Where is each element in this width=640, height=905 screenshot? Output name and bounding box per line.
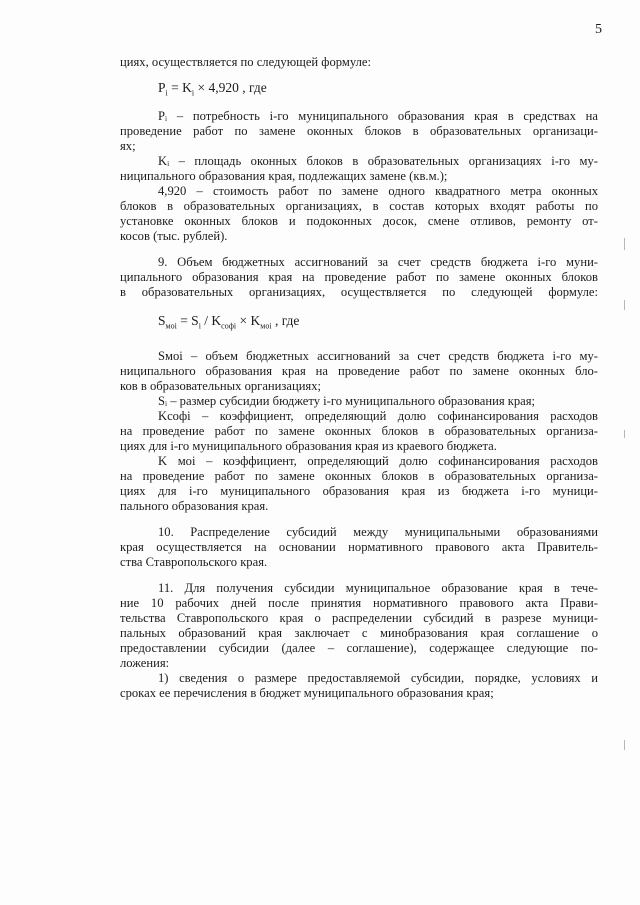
text-line: края осуществляется на основании нормативного правового акта Правитель-: [120, 540, 598, 554]
text-line: косов (тыс. рублей).: [120, 229, 228, 243]
text-line: Sмоi – объем бюджетных ассигнований за счет средств бюджета i-го му-: [158, 349, 598, 363]
text-line: на проведение работ по замене оконных блоков в образовательных организа-: [120, 424, 598, 438]
text-line: ков в образовательных организациях;: [120, 379, 322, 393]
text-line: K моi – коэффициент, определяющий долю софинансирования расходов: [158, 454, 598, 468]
text-line: циях для i-го муниципального образования края из бюджета i-го муници-: [120, 484, 598, 498]
text-line: 4,920 – стоимость работ по замене одного квадратного метра оконных: [158, 184, 598, 198]
text-line: циях, осуществляется по следующей формуле:: [120, 55, 371, 69]
scan-mark: [624, 430, 625, 438]
formula-potrebnost: $P_i = K_i \times 4,920$ , где: [158, 80, 267, 98]
text-line: 1) сведения о размере предоставляемой субсидии, порядке, условиях и: [158, 671, 598, 685]
text-line: 10. Распределение субсидий между муниципальными образованиями: [158, 525, 598, 539]
text-line: Pᵢ – потребность i-го муниципального образования края в средствах на: [158, 109, 598, 123]
text-line: предоставлении субсидии (далее – соглашение), содержащее следующие по-: [120, 641, 598, 655]
scan-mark: [624, 300, 625, 310]
text-line: 9. Объем бюджетных ассигнований за счет средств бюджета i-го муни-: [158, 255, 598, 269]
text-line: пального образования края.: [120, 499, 269, 513]
text-line: проведение работ по замене оконных блоков в образовательных организаци-: [120, 124, 598, 138]
text-line: Sᵢ – размер субсидии бюджету i-го муниципального образования края;: [158, 394, 536, 408]
scan-mark: [624, 238, 625, 250]
text-line: пальных образований края заключает с минобразования края соглашение о: [120, 626, 598, 640]
text-line: тельства Ставропольского края о распределении субсидий в разрезе муници-: [120, 611, 598, 625]
text-line: ние 10 рабочих дней после принятия нормативного правового акта Прави-: [120, 596, 598, 610]
text-line: Kсофi – коэффициент, определяющий долю софинансирования расходов: [158, 409, 598, 423]
text-line: Kᵢ – площадь оконных блоков в образовательных организациях i-го му-: [158, 154, 598, 168]
formula-obem: $S_{моi} = S_i / K_{софi} \times K_{моi}$ , где: [158, 313, 300, 331]
text-line: циях для i-го муниципального образования края из краевого бюджета.: [120, 439, 497, 453]
page-number: 5: [595, 22, 602, 37]
text-line: в образовательных организациях, осуществляется по следующей формуле:: [120, 285, 598, 299]
text-line: блоков в образовательных организациях, в состав которых входят работы по: [120, 199, 598, 213]
text-line: установке оконных блоков и подоконных досок, смене отливов, ремонту от-: [120, 214, 598, 228]
text-line: сроках ее перечисления в бюджет муниципального образования края;: [120, 686, 494, 700]
text-line: ложения:: [120, 656, 170, 670]
text-line: ципального образования края на проведение работ по замене оконных блоков: [120, 270, 598, 284]
text-line: ниципального образования края, подлежащих замене (кв.м.);: [120, 169, 448, 183]
text-line: на проведение работ по замене оконных блоков в образовательных организа-: [120, 469, 598, 483]
text-line: 11. Для получения субсидии муниципальное образование края в тече-: [158, 581, 598, 595]
text-line: ниципального образования края на проведение работ по замене оконных бло-: [120, 364, 598, 378]
text-line: ства Ставропольского края.: [120, 555, 268, 569]
text-line: ях;: [120, 139, 136, 153]
scan-mark: [624, 740, 625, 750]
